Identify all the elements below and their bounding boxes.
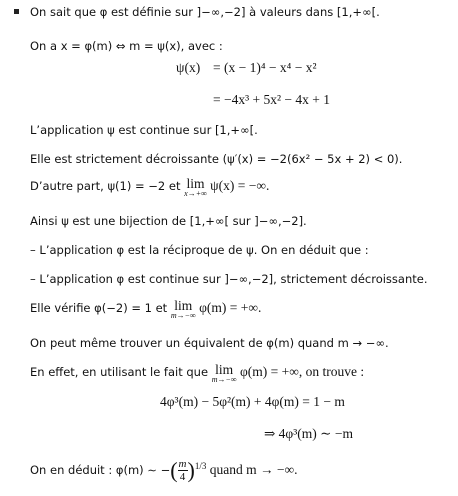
- conclusion-line: On en déduit : φ(m) ∼ −( $\frac{m}{4}$ )$^{1/3}$ quand m → −∞.: [30, 457, 298, 483]
- definition-line: On a x = φ(m) ⇔ m = ψ(x), avec :: [30, 39, 223, 53]
- limit-psi-text-b: ψ(x) = −∞.: [206, 178, 270, 193]
- using-limit-line: [30, 364, 364, 384]
- eq4: ⇒ 4φ³(m) ∼ −m: [264, 426, 353, 441]
- continuity-line: L’application ψ est continue sur [1,+∞[.: [30, 123, 258, 137]
- limit-phi-text-a: Elle vérifie φ(−2) = 1 et: [30, 301, 171, 315]
- using-limit-text-a: En effet, en utilisant le fait que: [30, 365, 212, 379]
- eq2-rhs: = −4x³ + 5x² − 4x + 1: [213, 92, 331, 107]
- conclusion-text-b: quand m → −∞.: [206, 462, 298, 477]
- eq1-rhs: = (x − 1)⁴ − x⁴ − x²: [213, 60, 317, 75]
- using-limit-text-b: φ(m) = +∞, on trouve :: [236, 364, 365, 379]
- limit-psi-operator: lim x→+∞: [184, 176, 207, 198]
- limit-phi-text-b: φ(m) = +∞.: [195, 300, 262, 315]
- limit-phi-line: [30, 300, 261, 320]
- phi-continuity-line: – L’application φ est continue sur ]−∞,−2], strictement décroissante.: [30, 272, 428, 286]
- decreasing-line: Elle est strictement décroissante (ψ′(x) = −2(6x² − 5x + 2) < 0).: [30, 152, 403, 166]
- intro-line: On sait que φ est définie sur ]−∞,−2] à valeurs dans [1,+∞[.: [30, 5, 380, 19]
- reciprocal-line: – L’application φ est la réciproque de ψ. On en déduit que :: [30, 243, 369, 257]
- eq1-lhs: ψ(x): [176, 60, 201, 75]
- using-limit-operator: lim m→−∞: [211, 362, 237, 384]
- equivalent-line: On peut même trouver un équivalent de φ(m) quand m → −∞.: [30, 336, 389, 350]
- bullet-marker: [14, 9, 19, 14]
- cube-root-exponent: 1/3: [194, 461, 207, 472]
- eq3: 4φ³(m) − 5φ²(m) + 4φ(m) = 1 − m: [160, 394, 345, 409]
- limit-phi-operator: lim m→−∞: [170, 298, 196, 320]
- m-over-4-fraction: $\frac{m}{4}$: [178, 458, 187, 483]
- limit-psi-line: [30, 178, 269, 198]
- bijection-line: Ainsi ψ est une bijection de [1,+∞[ sur ]−∞,−2].: [30, 214, 307, 228]
- limit-psi-text-a: D’autre part, ψ(1) = −2 et: [30, 179, 185, 193]
- conclusion-text-a: On en déduit : φ(m) ∼ −: [30, 463, 171, 477]
